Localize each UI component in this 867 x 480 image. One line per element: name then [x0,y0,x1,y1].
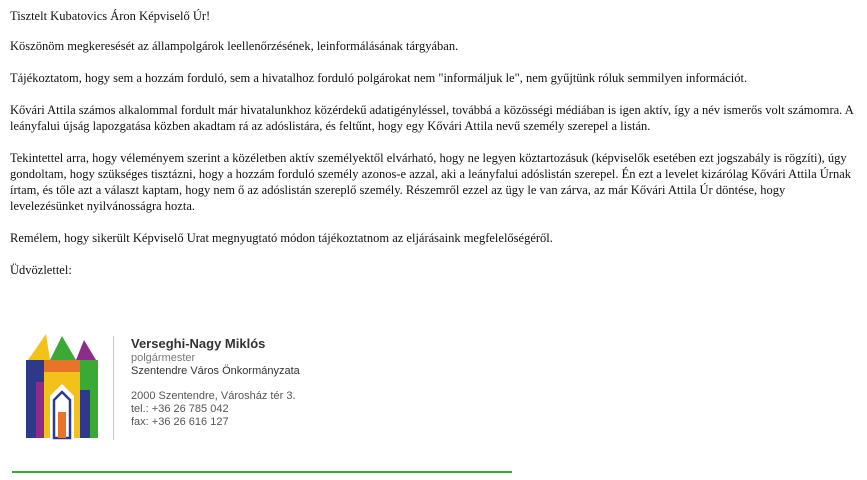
signature-details [131,336,300,429]
paragraph-4: Tekintettel arra, hogy véleményem szerint a közéletben aktív személyektől elvárható, hogy ne legyen köztartozásuk (képviselők esetében ezt jogszabály is rögzíti), úgy gondoltam, hogy szükséges tisztázni, hogy a hozzám forduló személy azonos-e azzal, aki a leányfalui adóslistán szerepel. Én ezt a levelet kizárólag Kővári Attila Úrnak írtam, és tőle azt a választ kaptam, hogy nem ő az adóslistán szereplő személy. Részemről ezzel az ügy le van zárva, az már Kővári Attila Úr döntése, hogy levelezésünket nyilvánosságra hozta. [10,151,852,213]
paragraph-1: Köszönöm megkeresését az állampolgárok leellenőrzésének, leinformálásának tárgyában. [10,39,459,53]
closing: Üdvözlettel: [10,263,72,277]
email-body [10,8,860,294]
szentendre-logo-icon [22,330,102,442]
signer-phone: tel.: +36 26 785 042 [131,403,229,415]
paragraph-2: Tájékoztatom, hogy sem a hozzám forduló, sem a hivatalhoz forduló polgárokat nem "informáljuk le", nem gyűjtünk róluk semmilyen információt. [10,71,748,85]
signer-name: Verseghi-Nagy Miklós [131,336,266,351]
paragraph-5: Remélem, hogy sikerült Képviselő Urat megnyugtató módon tájékoztatnom az eljárásaink megfelelőségéről. [10,231,553,245]
signer-fax: fax: +36 26 616 127 [131,416,229,428]
footer-divider [12,471,512,473]
signer-organization: Szentendre Város Önkormányzata [131,365,300,377]
email-signature [22,330,522,450]
paragraph-3: Kővári Attila számos alkalommal fordult már hivatalunkhoz közérdekű adatigényléssel, továbbá a közösségi médiában is igen aktív, így a név ismerős volt számomra. A leányfalui újság lapozgatása közben akadtam rá az adóslistára, és feltűnt, hogy egy Kővári Attila nevű személy szerepel a listán. [10,103,854,133]
signature-divider [113,336,114,440]
salutation: Tisztelt Kubatovics Áron Képviselő Úr! [10,9,211,23]
signer-title: polgármester [131,352,196,364]
signer-address: 2000 Szentendre, Városház tér 3. [131,390,296,402]
